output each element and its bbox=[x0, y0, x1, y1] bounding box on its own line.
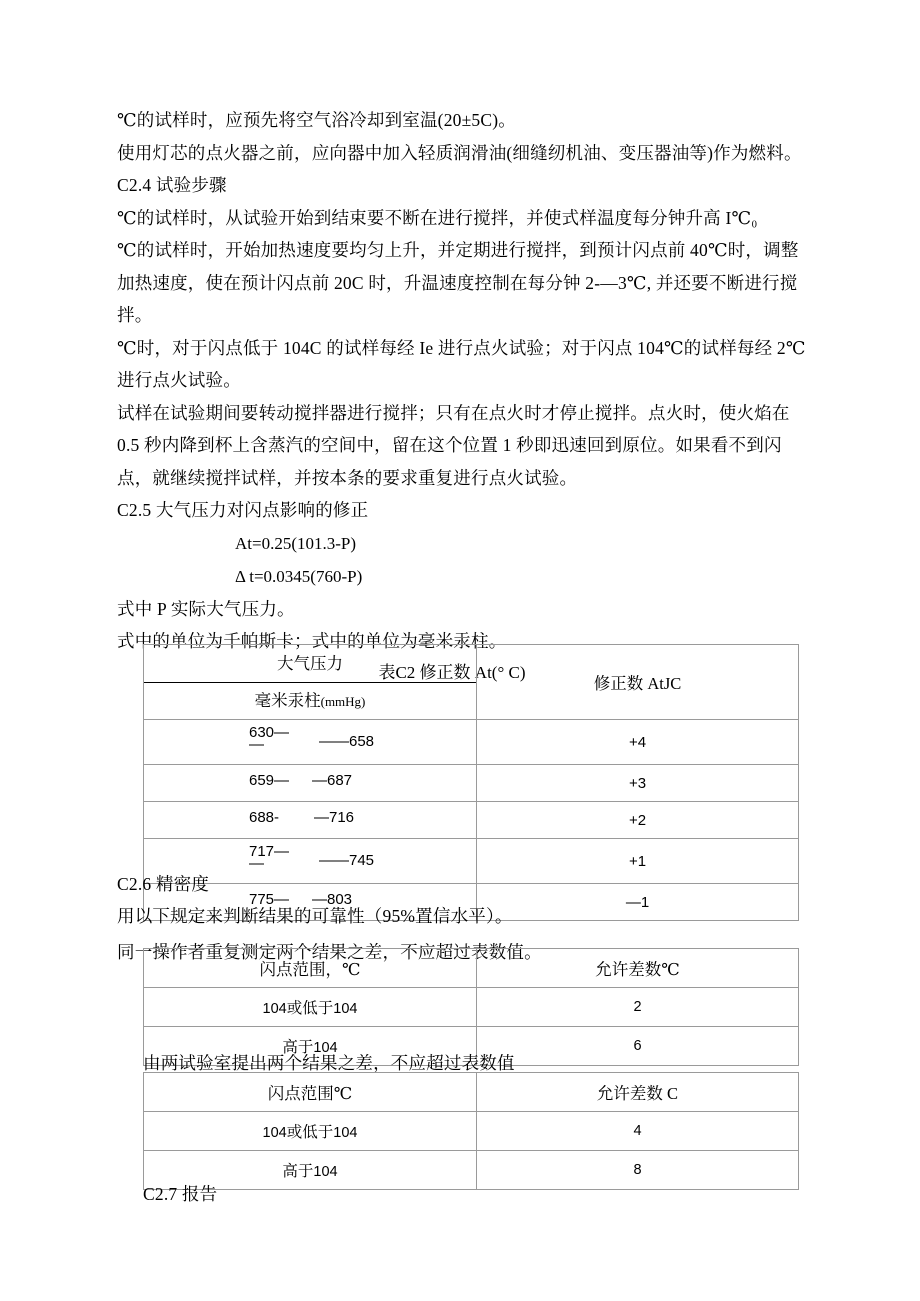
cell-value: 6 bbox=[477, 1027, 799, 1066]
table-c2-range-cell bbox=[144, 802, 477, 839]
cell-value: 4 bbox=[477, 1112, 799, 1151]
table-c2-header-mmhg-cjk: 毫米汞柱 bbox=[254, 691, 321, 710]
table-row-header bbox=[144, 949, 799, 988]
range-prefix: 104 bbox=[262, 1001, 287, 1017]
formula-delta-t-mmhg: Δ t=0.0345(760-P) bbox=[235, 566, 363, 586]
table-row bbox=[144, 802, 799, 839]
table-c2-caption: 表C2 修正数 At(° C) bbox=[378, 662, 526, 682]
table-c2-header-pressure-cell bbox=[144, 645, 477, 720]
paragraph-precision: 用以下规定来判断结果的可靠性（95%置信水平）。 bbox=[117, 906, 513, 926]
table-c2-correction-value: —1 bbox=[477, 884, 799, 921]
range-from: 630— bbox=[249, 724, 290, 741]
section-heading-c2-4: C2.4 试验步骤 bbox=[117, 175, 227, 195]
cell-value: 2 bbox=[477, 988, 799, 1027]
table-reproducibility-container bbox=[143, 1072, 799, 1190]
range-suffix: 104 bbox=[333, 1001, 358, 1017]
note-units: 式中的单位为千帕斯卡；式中的单位为毫米汞柱。 bbox=[117, 631, 507, 651]
paragraph-line-1: ℃的试样时，应预先将空气浴冷却到室温(20±5C)。 bbox=[117, 110, 516, 130]
paragraph-repeatability: 同一操作者重复测定两个结果之差，不应超过表数值。 bbox=[117, 942, 542, 962]
range-continuation: — bbox=[249, 736, 264, 753]
header-flash-point-range: 闪点范围℃ bbox=[144, 1073, 477, 1112]
range-to: ——658 bbox=[319, 733, 375, 750]
range-text: 或低于 bbox=[286, 1000, 334, 1017]
range-to: —687 bbox=[312, 772, 353, 789]
table-row bbox=[144, 1112, 799, 1151]
range-to: —716 bbox=[314, 809, 355, 826]
range-suffix: 104 bbox=[333, 1125, 358, 1141]
table-c2-header-mmhg bbox=[144, 683, 476, 719]
table-c2-range-cell bbox=[144, 765, 477, 802]
paragraph-line-4: ℃的试样时，从试验开始到结束要不断在进行搅拌，并使式样温度每分钟升高 I℃₀ bbox=[117, 207, 758, 228]
table-c2-correction-value: +4 bbox=[477, 720, 799, 765]
section-heading-c2-7: C2.7 报告 bbox=[143, 1184, 218, 1204]
cell-range bbox=[144, 1112, 477, 1151]
note-pressure-symbol: 式中 P 实际大气压力。 bbox=[117, 598, 295, 619]
table-row bbox=[144, 1151, 799, 1190]
cell-value: 8 bbox=[477, 1151, 799, 1190]
paragraph-stirring: 试样在试验期间要转动搅拌器进行搅拌；只有在点火时才停止搅拌。点火时，使火焰在 0.5 秒内降到杯上含蒸汽的空间中，留在这个位置 1 秒即迅速回到原位。如果看不到闪点，就继续搅拌试样，并按本条的要求重复进行点火试验。 bbox=[117, 402, 790, 488]
range-text: 或低于 bbox=[286, 1124, 334, 1141]
range-from: 659— bbox=[249, 772, 290, 789]
table-c2-correction-value: +3 bbox=[477, 765, 799, 802]
table-row bbox=[144, 988, 799, 1027]
range-from: 717— bbox=[249, 843, 290, 860]
table-c2 bbox=[143, 644, 799, 921]
table-c2-header-mmhg-unit: (mmHg) bbox=[320, 694, 366, 709]
table-c2-container bbox=[143, 644, 799, 921]
range-prefix: 104 bbox=[262, 1125, 287, 1141]
paragraph-heating-rate: ℃的试样时，开始加热速度要均匀上升，并定期进行搅拌，到预计闪点前 40℃时，调整加热速度，使在预计闪点前 20C 时，升温速度控制在每分钟 2-—3℃, 并还要不断进行搅拌。 bbox=[117, 240, 799, 325]
section-heading-c2-6: C2.6 精密度 bbox=[117, 874, 210, 894]
range-from: 688- bbox=[249, 809, 280, 826]
table-c2-header-correction: 修正数 AtJC bbox=[477, 645, 799, 720]
table-reproducibility bbox=[143, 1072, 799, 1190]
table-c2-header-pressure: 大气压力 bbox=[144, 645, 476, 683]
table-row-header bbox=[144, 645, 799, 720]
paragraph-line-2: 使用灯芯的点火器之前，应向器中加入轻质润滑油(细缝纫机油、变压器油等)作为燃料。 bbox=[117, 142, 802, 163]
range-text: 高于 bbox=[282, 1163, 314, 1180]
table-row bbox=[144, 765, 799, 802]
table-c2-correction-value: +2 bbox=[477, 802, 799, 839]
table-c2-correction-value: +1 bbox=[477, 839, 799, 884]
paragraph-reproducibility: 由两试验室提出两个结果之差，不应超过表数值 bbox=[143, 1053, 515, 1073]
document-body-text bbox=[117, 104, 807, 688]
table-c2-range-cell bbox=[144, 720, 477, 765]
table-row bbox=[144, 720, 799, 765]
header-allowed-difference: 允许差数℃ bbox=[477, 949, 799, 988]
section-heading-c2-5: C2.5 大气压力对闪点影响的修正 bbox=[117, 500, 369, 520]
range-to: —803 bbox=[312, 891, 353, 908]
table-row-header bbox=[144, 1073, 799, 1112]
range-text: 高于 bbox=[282, 1039, 314, 1056]
range-to: ——745 bbox=[319, 852, 375, 869]
range-from: 775— bbox=[249, 891, 290, 908]
formula-at-kpa: At=0.25(101.3-P) bbox=[235, 533, 357, 553]
paragraph-ignition-interval: ℃时，对于闪点低于 104C 的试样每经 Ie 进行点火试验；对于闪点 104℃的试样每经 2℃进行点火试验。 bbox=[117, 337, 806, 390]
table-row bbox=[144, 839, 799, 884]
header-flash-point-range: 闪点范围，℃ bbox=[144, 949, 477, 988]
header-allowed-difference: 允许差数 C bbox=[477, 1073, 799, 1112]
range-suffix: 104 bbox=[313, 1040, 338, 1056]
range-suffix: 104 bbox=[313, 1164, 338, 1180]
cell-range bbox=[144, 988, 477, 1027]
range-continuation: — bbox=[249, 855, 264, 872]
